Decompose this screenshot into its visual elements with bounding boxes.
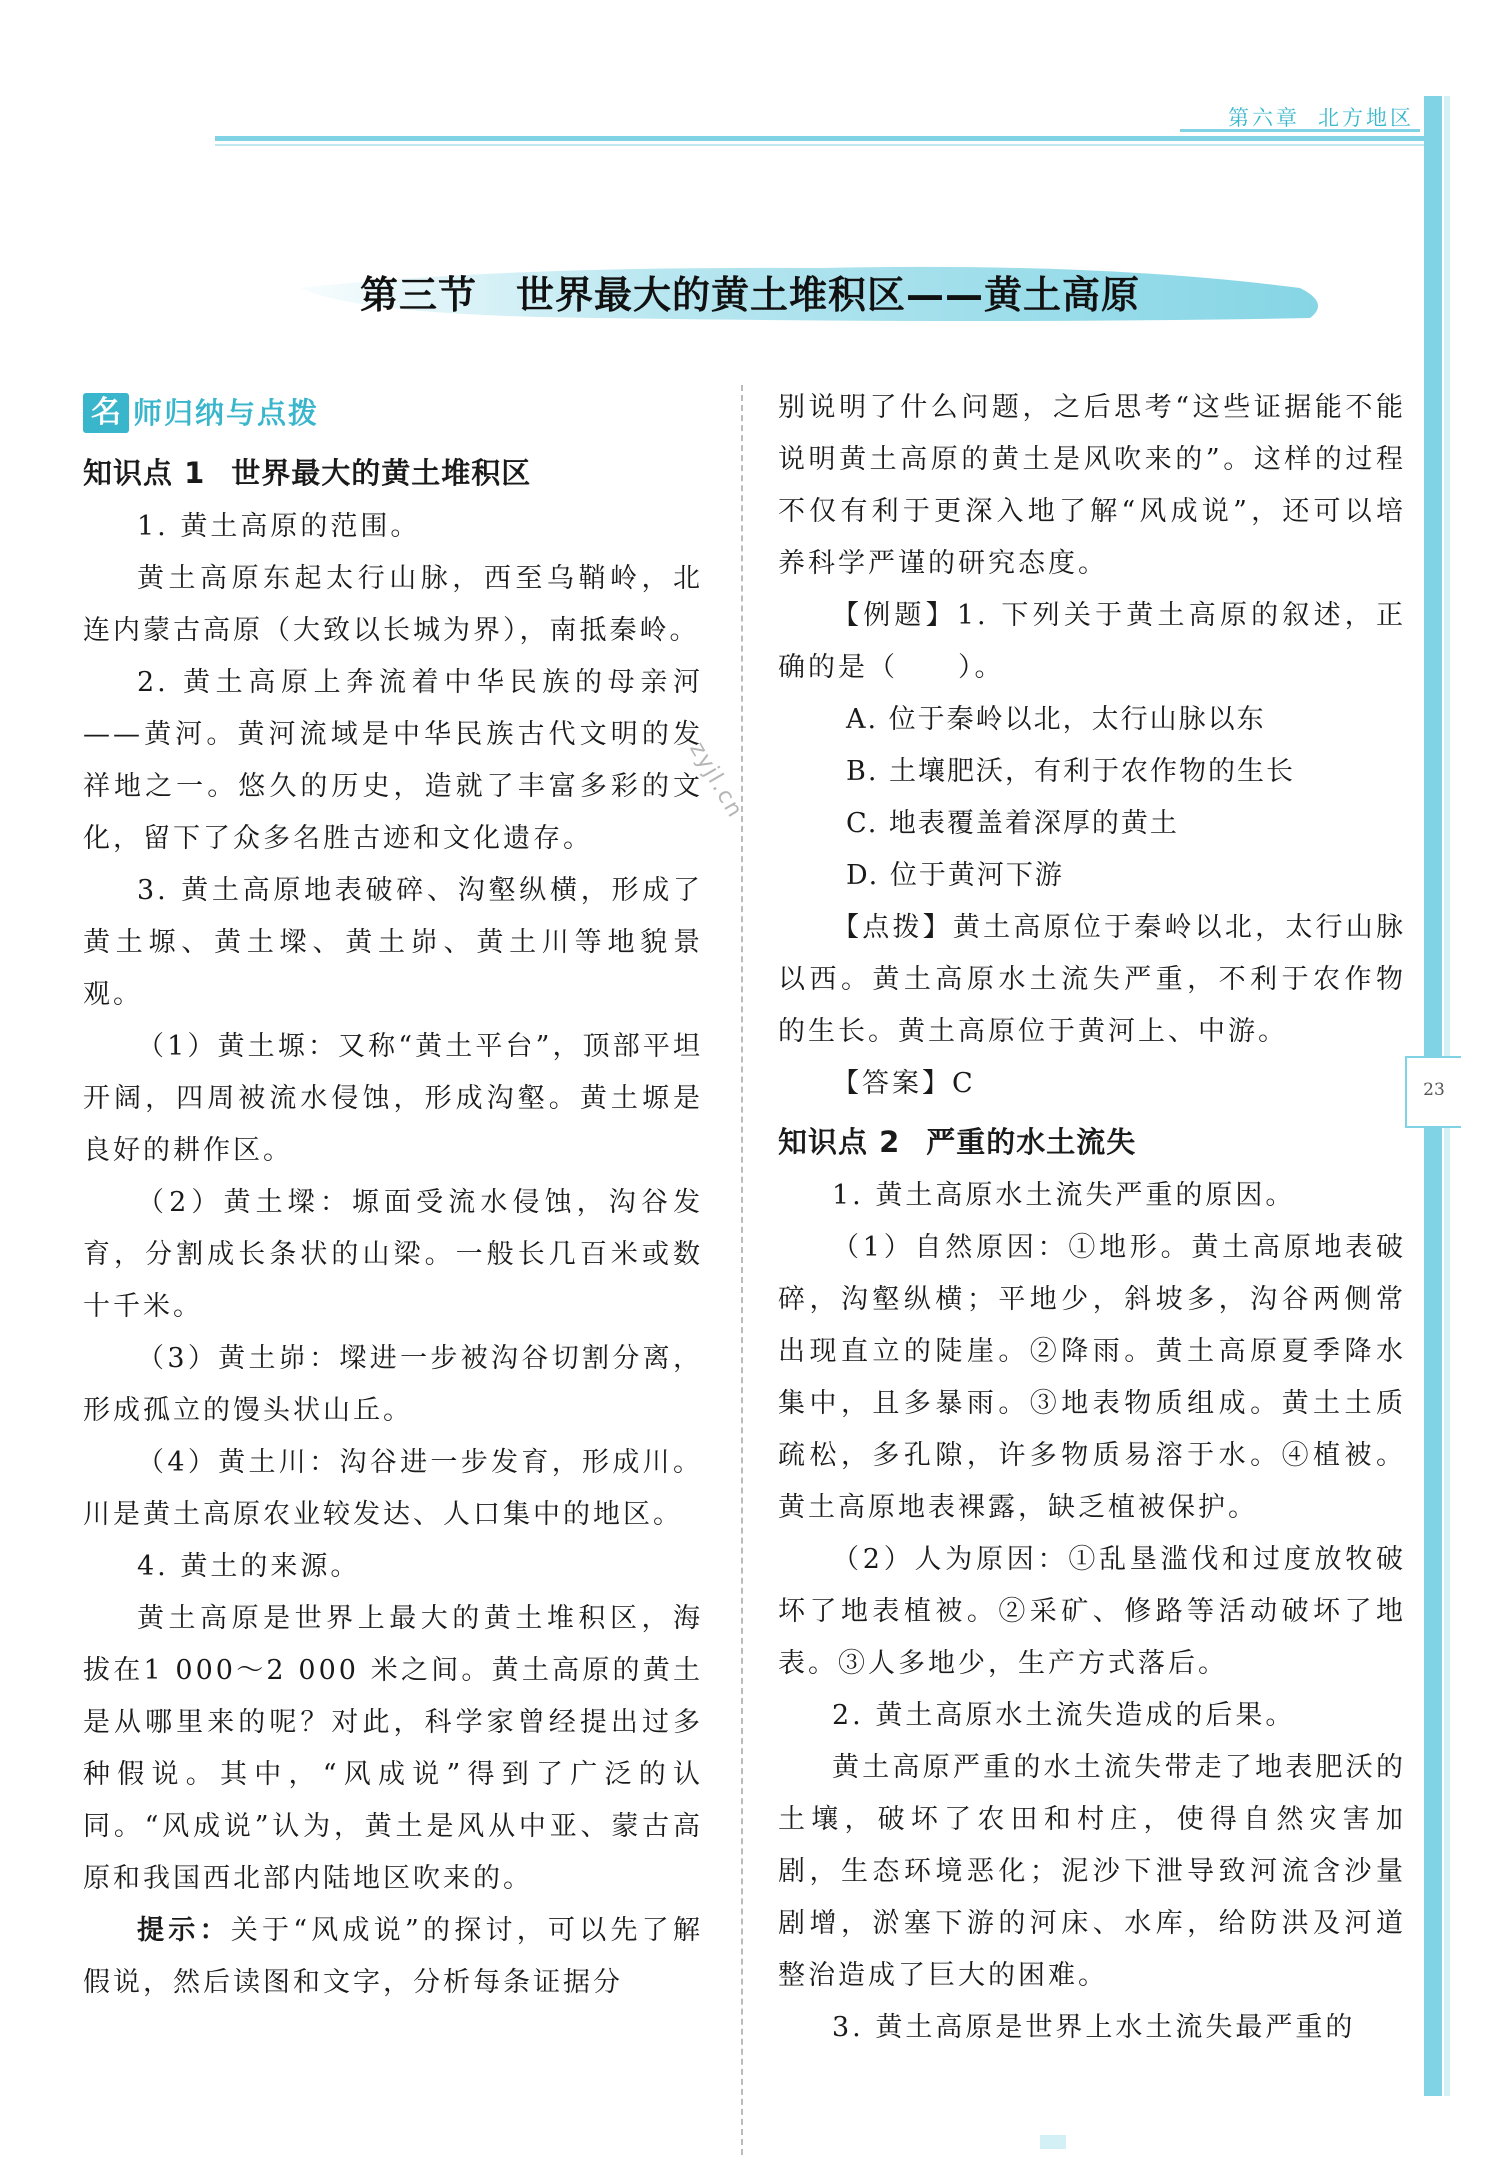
watermark: zyjl.cn	[684, 738, 748, 824]
right-paragraph: 黄土高原严重的水土流失带走了地表肥沃的土壤，破坏了农田和村庄，使得自然灾害加剧，生态环境恶化；泥沙下泄导致河流含沙量剧增，淤塞下游的河床、水库，给防洪及河道整治造成了巨大的困难。	[778, 1752, 1406, 1991]
option-b: B. 土壤肥沃，有利于农作物的生长	[846, 756, 1296, 787]
right-paragraph: （1）自然原因：①地形。黄土高原地表破碎，沟壑纵横；平地少，斜坡多，沟谷两侧常出现直立的陡崖。②降雨。黄土高原夏季降水集中，且多暴雨。③地表物质组成。黄土土质疏松，多孔隙，许多物质易溶于水。④植被。黄土高原地表裸露，缺乏植被保护。	[778, 1232, 1406, 1523]
hint-label: 提示：	[137, 1915, 231, 1946]
hint-paragraph	[83, 1905, 703, 2009]
left-paragraph: （1）黄土塬：又称“黄土平台”，顶部平坦开阔，四周被流水侵蚀，形成沟壑。黄土塬是良好的耕作区。	[83, 1031, 703, 1166]
left-paragraph: 2. 黄土高原上奔流着中华民族的母亲河——黄河。黄河流域是中华民族古代文明的发祥地之一。悠久的历史，造就了丰富多彩的文化，留下了众多名胜古迹和文化遗存。	[83, 667, 703, 854]
kp2-number: 知识点 2	[778, 1125, 901, 1159]
right-paragraph: 1. 黄土高原水土流失严重的原因。	[832, 1180, 1296, 1211]
header-rule-thin	[215, 144, 1430, 146]
answer-line	[778, 1058, 1406, 1110]
left-paragraph: （3）黄土峁：墚进一步被沟谷切割分离，形成孤立的馒头状山丘。	[83, 1343, 703, 1426]
left-paragraph: 黄土高原东起太行山脉，西至乌鞘岭，北连内蒙古高原（大致以长城为界），南抵秦岭。	[83, 563, 703, 646]
option-c: C. 地表覆盖着深厚的黄土	[846, 808, 1179, 839]
left-paragraph: 3. 黄土高原地表破碎、沟壑纵横，形成了黄土塬、黄土墚、黄土峁、黄土川等地貌景观。	[83, 875, 703, 1010]
right-column	[778, 382, 1406, 2054]
chapter-header	[1180, 98, 1420, 132]
right-paragraph: 2. 黄土高原水土流失造成的后果。	[832, 1700, 1296, 1731]
answer-text: C	[952, 1068, 976, 1099]
left-paragraph: （2）黄土墚：塬面受流水侵蚀，沟谷发育，分割成长条状的山梁。一般长几百米或数十千米。	[83, 1187, 703, 1322]
section-title: 第三节 世界最大的黄土堆积区——黄土高原	[359, 273, 1140, 317]
left-paragraph: （4）黄土川：沟谷进一步发育，形成川。川是黄土高原农业较发达、人口集中的地区。	[83, 1447, 703, 1530]
header-rule	[215, 136, 1430, 141]
knowledge-point-2-heading	[778, 1116, 1406, 1168]
answer-label: 【答案】	[832, 1068, 952, 1099]
right-paragraph: （2）人为原因：①乱垦滥伐和过度放牧破坏了地表植被。②采矿、修路等活动破坏了地表。③人多地少，生产方式落后。	[778, 1544, 1406, 1679]
tip-paragraph	[778, 902, 1406, 1058]
example-label: 【例题】	[832, 600, 957, 631]
option-a: A. 位于秦岭以北，太行山脉以东	[846, 704, 1266, 735]
knowledge-point-1-heading	[83, 447, 703, 499]
example-question	[778, 590, 1406, 694]
option-d: D. 位于黄河下游	[846, 860, 1064, 891]
kp1-number: 知识点 1	[83, 456, 206, 490]
column-divider	[741, 385, 743, 2155]
left-paragraph: 黄土高原是世界上最大的黄土堆积区，海拔在1 000～2 000 米之间。黄土高原的黄土是从哪里来的呢？对此，科学家曾经提出过多种假说。其中，“风成说”得到了广泛的认同。“风成说”认为，黄土是风从中亚、蒙古高原和我国西北部内陆地区吹来的。	[83, 1603, 703, 1894]
example-text: 1. 下列关于黄土高原的叙述，正确的是（ ）。	[778, 600, 1407, 683]
kp2-title: 严重的水土流失	[926, 1125, 1137, 1159]
left-column	[83, 385, 703, 2009]
chapter-label: 第六章	[1228, 106, 1300, 130]
left-paragraph: 4. 黄土的来源。	[137, 1551, 361, 1582]
tip-label: 【点拨】	[832, 912, 953, 943]
right-paragraph: 3. 黄土高原是世界上水土流失最严重的	[832, 2012, 1356, 2043]
tip-text: 黄土高原位于秦岭以北，太行山脉以西。黄土高原水土流失严重，不利于农作物的生长。黄土高原位于黄河上、中游。	[778, 912, 1407, 1047]
teacher-badge: 名	[83, 393, 129, 433]
chapter-region: 北方地区	[1318, 106, 1414, 130]
kp1-title: 世界最大的黄土堆积区	[231, 456, 532, 490]
hint-text: 关于“风成说”的探讨，可以先了解假说，然后读图和文字，分析每条证据分	[83, 1915, 703, 1998]
left-paragraph: 1. 黄土高原的范围。	[137, 511, 421, 542]
page-number: 23	[1405, 1056, 1461, 1128]
teacher-heading	[83, 385, 703, 441]
teacher-label: 师归纳与点拨	[133, 396, 320, 430]
bottom-tab-mark	[1040, 2135, 1066, 2149]
continued-paragraph: 别说明了什么问题，之后思考“这些证据能不能说明黄土高原的黄土是风吹来的”。这样的过程不仅有利于更深入地了解“风成说”，还可以培养科学严谨的研究态度。	[778, 392, 1406, 579]
